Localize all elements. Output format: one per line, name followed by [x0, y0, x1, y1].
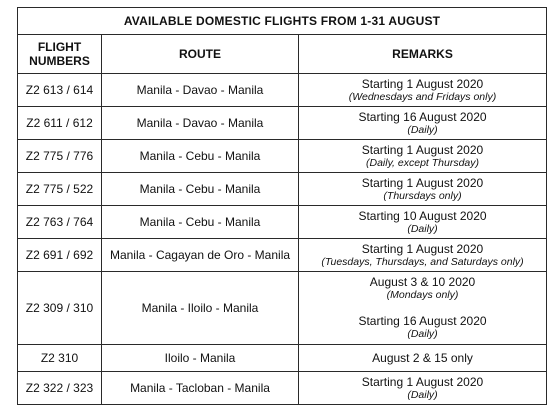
flight-number-cell: Z2 310	[18, 345, 102, 372]
route-cell: Manila - Cebu - Manila	[102, 173, 299, 206]
remark-note: (Thursdays only)	[383, 189, 462, 202]
remark-text: Starting 1 August 2020	[361, 374, 484, 389]
route-cell: Manila - Tacloban - Manila	[102, 372, 299, 405]
remark-note: (Tuesdays, Thursdays, and Saturdays only)	[321, 255, 524, 268]
remark-text: Starting 1 August 2020	[361, 241, 484, 256]
table-title: AVAILABLE DOMESTIC FLIGHTS FROM 1-31 AUGUST	[18, 8, 547, 35]
route-cell: Manila - Davao - Manila	[102, 107, 299, 140]
flights-table	[17, 7, 547, 405]
flight-number-cell: Z2 611 / 612	[18, 107, 102, 140]
table-row	[18, 107, 547, 140]
remark-text: August 3 & 10 2020	[369, 275, 476, 289]
remark-note: (Daily)	[407, 123, 438, 136]
route-cell: Manila - Cagayan de Oro - Manila	[102, 239, 299, 272]
remark-text: Starting 1 August 2020	[361, 175, 484, 190]
remark-text: Starting 16 August 2020	[358, 109, 487, 124]
table-row	[18, 74, 547, 107]
table-row	[18, 272, 547, 345]
remarks-cell	[299, 272, 547, 345]
table-row	[18, 173, 547, 206]
flight-number-cell: Z2 691 / 692	[18, 239, 102, 272]
remark-note: (Mondays only)	[386, 289, 459, 301]
remarks-cell	[299, 140, 547, 173]
table-row	[18, 239, 547, 272]
remark-text: Starting 10 August 2020	[358, 208, 487, 223]
remark-text-secondary: Starting 16 August 2020	[358, 314, 487, 328]
remark-text: August 2 & 15 only	[372, 351, 473, 365]
title-row	[18, 8, 547, 35]
remark-spacer	[301, 302, 544, 314]
remarks-cell	[299, 345, 547, 372]
remarks-cell	[299, 239, 547, 272]
header-flight-line1: FLIGHT	[37, 40, 82, 54]
table-row	[18, 372, 547, 405]
flight-number-cell: Z2 775 / 522	[18, 173, 102, 206]
header-flight-numbers	[18, 35, 102, 74]
remark-note: (Daily)	[407, 388, 438, 401]
header-flight-line2: NUMBERS	[29, 54, 90, 68]
route-cell: Manila - Davao - Manila	[102, 74, 299, 107]
route-cell: Manila - Cebu - Manila	[102, 140, 299, 173]
route-cell: Manila - Cebu - Manila	[102, 206, 299, 239]
remark-text: Starting 1 August 2020	[361, 76, 484, 91]
remark-note: (Daily, except Thursday)	[366, 156, 480, 169]
remarks-cell	[299, 173, 547, 206]
flight-number-cell: Z2 763 / 764	[18, 206, 102, 239]
header-route: ROUTE	[102, 35, 299, 74]
remarks-cell	[299, 74, 547, 107]
flight-number-cell: Z2 775 / 776	[18, 140, 102, 173]
header-row	[18, 35, 547, 74]
table-row	[18, 206, 547, 239]
flight-number-cell: Z2 322 / 323	[18, 372, 102, 405]
header-remarks: REMARKS	[299, 35, 547, 74]
flight-number-cell: Z2 613 / 614	[18, 74, 102, 107]
remarks-cell	[299, 372, 547, 405]
table-row	[18, 345, 547, 372]
table-row	[18, 140, 547, 173]
remarks-cell	[299, 107, 547, 140]
remark-note: (Daily)	[407, 222, 438, 235]
flight-number-cell: Z2 309 / 310	[18, 272, 102, 345]
route-cell: Manila - Iloilo - Manila	[102, 272, 299, 345]
route-cell: Iloilo - Manila	[102, 345, 299, 372]
remark-note-secondary: (Daily)	[407, 328, 438, 340]
remarks-cell	[299, 206, 547, 239]
remark-note: (Wednesdays and Fridays only)	[348, 90, 497, 103]
remark-text: Starting 1 August 2020	[361, 142, 484, 157]
